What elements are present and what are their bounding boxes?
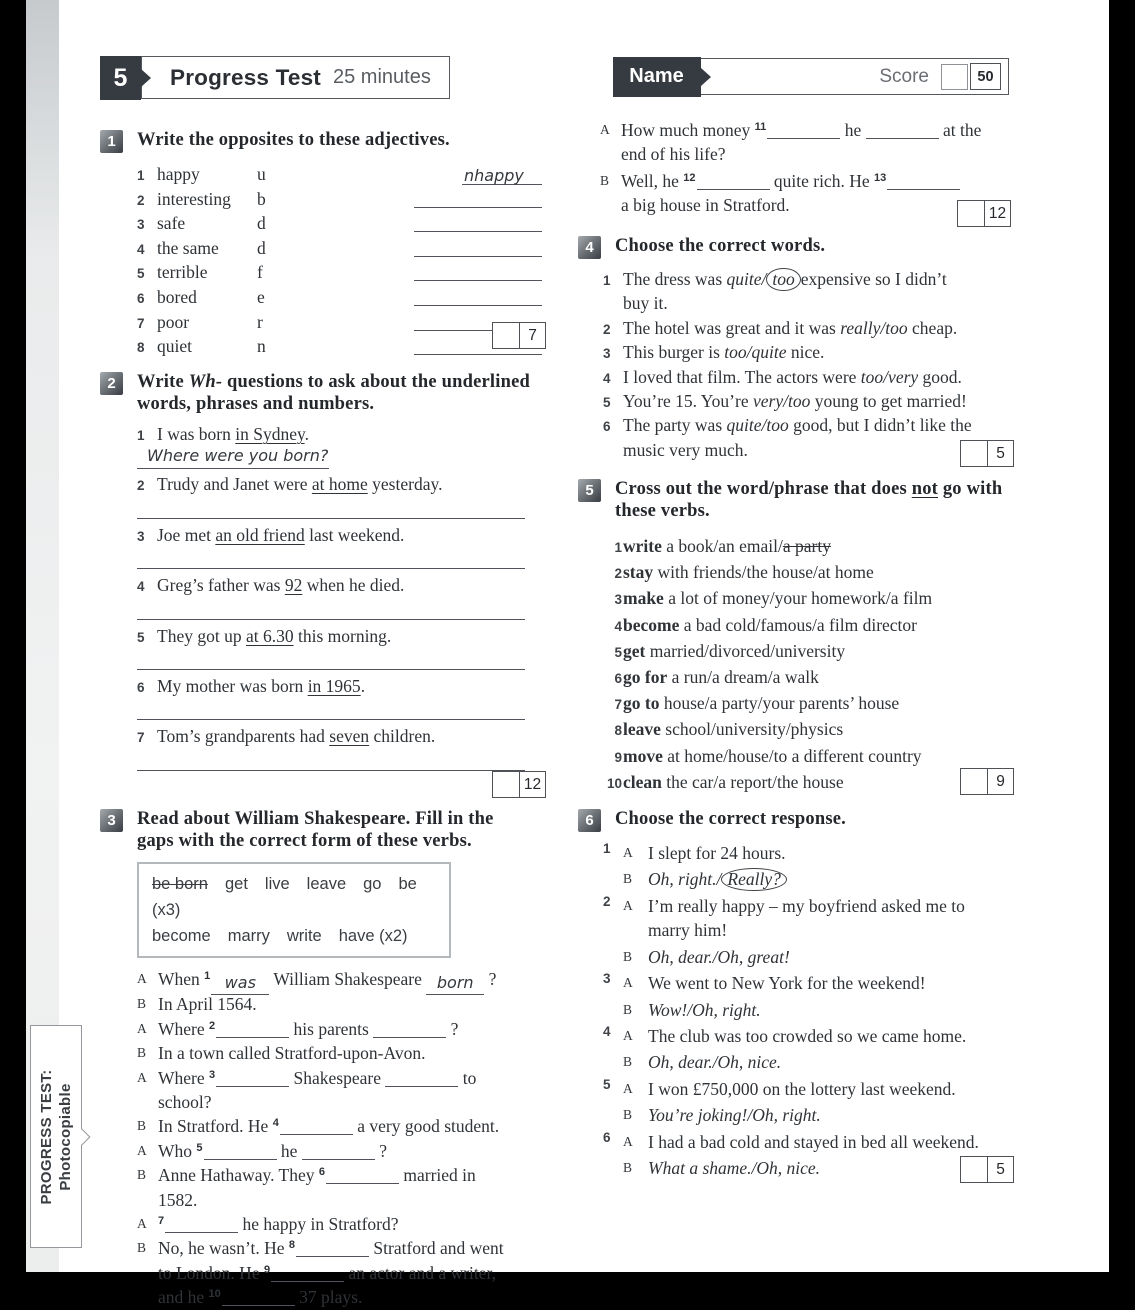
score-max-cell: 50 (970, 63, 1001, 90)
answer-line (137, 555, 525, 569)
gap-line (204, 1144, 277, 1160)
dialogue-line: A When $^1$ was William Shakespeare born ? (137, 967, 548, 992)
exercise-number-badge: 6 (578, 809, 601, 832)
list-item: 1 I was born in Sydney. (137, 424, 309, 444)
list-item: 1 The dress was quite/ too expensive so I didn’t buy it. (603, 269, 947, 314)
list-item: 6 go for a run/a dream/a walk (614, 667, 819, 688)
score-max: 12 (988, 204, 1007, 222)
exercise-5-items (603, 534, 1012, 794)
chevron-right-icon (74, 1128, 91, 1145)
side-tab (30, 1025, 82, 1248)
list-item: 6 My mother was born in 1965. (137, 676, 366, 697)
dialogue-line: 3 A We went to New York for the weekend! (603, 971, 926, 994)
answer-line (462, 168, 542, 185)
list-item: 10 clean the car/a report/the house (606, 771, 844, 792)
dialogue-line: 5 A I won £750,000 on the lottery last weekend. (603, 1076, 956, 1099)
exercise-title: Choose the correct response. (615, 809, 846, 829)
list-item: 3 safe d (137, 211, 542, 236)
answer-line (414, 215, 542, 232)
exercise-number-badge: 5 (578, 479, 601, 502)
dialogue-line: A Where $^2$ his parents ? (137, 1018, 459, 1039)
exercise-1 (100, 129, 542, 359)
dialogue-line: B Wow!/Oh, right. (623, 999, 761, 1020)
exercise-number-badge: 1 (100, 130, 123, 153)
gap-line (216, 1071, 289, 1087)
gap-line (302, 1144, 375, 1160)
gap-line (767, 123, 840, 139)
dialogue-line: 4 A The club was too crowded so we came home. (603, 1023, 967, 1046)
arrow-right-icon (141, 69, 151, 87)
score-write-cell (958, 201, 985, 226)
gap-line (280, 1119, 353, 1135)
handwritten-answer: nhappy (464, 166, 524, 185)
gap-line (385, 1071, 458, 1087)
gap-line (165, 1217, 238, 1233)
exercise-number-badge: 3 (100, 809, 123, 832)
score-box (492, 322, 546, 349)
list-item: 5 You’re 15. You’re very/too young to get married! (603, 391, 967, 412)
score-label: Score (879, 65, 929, 87)
dialogue-line: B You’re joking!/Oh, right. (623, 1105, 821, 1126)
dialogue-line: B Oh, dear./Oh, nice. (623, 1052, 782, 1073)
list-item: 4 Greg’s father was 92 when he died. (137, 575, 405, 596)
dialogue-line: 2 A I’m really happy – my boyfriend asked me to marry him! (603, 893, 965, 941)
exercise-title: Write Wh- questions to ask about the underlined words, phrases and numbers. (137, 372, 531, 414)
gap-line: was (211, 970, 269, 995)
exercise-1-items (137, 162, 542, 359)
list-item: 6 bored e (137, 285, 542, 310)
list-item: 3 make a lot of money/your homework/a film (614, 588, 933, 609)
handwritten-answer: Where were you born? (147, 446, 329, 466)
test-header (100, 56, 450, 100)
list-item: 8 quiet n (137, 334, 542, 359)
exercise-4 (578, 235, 1012, 462)
exercise-3 (100, 808, 548, 1310)
score-box (492, 771, 546, 798)
list-item: 3 This burger is too/quite nice. (603, 342, 825, 363)
list-item: 2 The hotel was great and it was really/too cheap. (603, 317, 958, 338)
score-max: 5 (996, 1160, 1005, 1178)
score-write-cell (961, 769, 988, 794)
dialogue-line: B What a shame./Oh, nice. (623, 1157, 821, 1178)
list-item: 2 Trudy and Janet were at home yesterday. (137, 474, 443, 495)
answer-line (137, 757, 525, 771)
total-score-box (941, 63, 1001, 90)
gap-line (697, 174, 770, 190)
gap-line (887, 174, 960, 190)
test-header-box (141, 56, 450, 99)
exercise-6 (578, 808, 1012, 1182)
answer-line (414, 264, 542, 281)
right-black-strip (1109, 0, 1135, 1280)
answer-line (137, 606, 525, 620)
dialogue-line: B Oh, dear./Oh, great! (623, 946, 790, 967)
score-max: 12 (523, 775, 542, 793)
name-label: Name (613, 57, 701, 97)
gap-line: born (426, 970, 484, 995)
list-item: 8 leave school/university/physics (614, 719, 844, 740)
score-box (960, 1156, 1014, 1183)
exercise-title: Read about William Shakespeare. Fill in the gaps with the correct form of these verbs. (137, 809, 494, 851)
answer-line (137, 446, 329, 469)
dialogue-line: A Who $^5$ he ? (137, 1140, 387, 1161)
name-score-bar (613, 58, 1009, 95)
answer-line (414, 191, 542, 208)
exercise-4-items (603, 267, 1012, 462)
score-box (960, 440, 1014, 467)
dialogue-line: B Oh, right./ Really? (603, 867, 1012, 892)
list-item: 7 go to house/a party/your parents’ house (614, 693, 900, 714)
list-item: 1 write a book/an email/a party (614, 536, 831, 556)
verb-bank-box: be born get live leave go be (x3) become marry write have (x2) (137, 862, 451, 958)
gap-line (216, 1022, 289, 1038)
dialogue-line: A Where $^3$ Shakespeare to school? (137, 1067, 477, 1113)
score-write-cell (961, 1157, 988, 1182)
exercise-5 (578, 478, 1012, 796)
dialogue-line: 6 A I had a bad cold and stayed in bed all weekend. (603, 1129, 979, 1152)
dialogue-line: A How much money $^{11}$ he at the end of his life? (600, 120, 982, 165)
answer-line (414, 289, 542, 306)
dialogue-line: A $^7$ he happy in Stratford? (137, 1214, 399, 1235)
dialogue-line: B In April 1564. (137, 994, 257, 1015)
score-max: 7 (528, 326, 537, 344)
list-item: 5 get married/divorced/university (614, 640, 846, 661)
list-item: 7 Tom’s grandparents had seven children. (137, 726, 436, 747)
exercise-title: Choose the correct words. (615, 236, 826, 256)
list-item: 1 happy u nhappy (137, 162, 542, 187)
gap-line (326, 1168, 399, 1184)
answer-line (137, 505, 525, 519)
exercise-number-badge: 2 (100, 372, 123, 395)
list-item: 5 They got up at 6.30 this morning. (137, 625, 392, 646)
exercise-3-continued (600, 118, 1012, 222)
score-box (957, 200, 1011, 227)
exercise-title: Cross out the word/phrase that does not go with these verbs. (615, 479, 1003, 521)
list-item: 9 move at home/house/to a different country (614, 745, 922, 766)
answer-line (414, 240, 542, 257)
list-item: 6 The party was quite/too good, but I didn’t like the music very much. (603, 415, 972, 460)
score-max: 5 (996, 444, 1005, 462)
test-duration: 25 minutes (333, 66, 431, 88)
score-write-cell (961, 441, 988, 466)
list-item: 4 I loved that film. The actors were too/very good. (603, 366, 962, 387)
gap-line (222, 1290, 295, 1306)
dialogue-line: B No, he wasn’t. He $^8$ Stratford and went to London. He $^9$ an actor and a writer, and he $^{10}$ 37 plays. (137, 1238, 504, 1308)
list-item: 4 become a bad cold/famous/a film director (614, 614, 918, 635)
gap-line (296, 1241, 369, 1257)
dialogue (137, 967, 548, 1310)
list-item: 5 terrible f (137, 260, 542, 285)
answer-line (137, 706, 525, 720)
gap-line (373, 1022, 446, 1038)
gap-line (271, 1266, 344, 1282)
list-item: 7 poor r (137, 310, 542, 335)
answer-line (137, 656, 525, 670)
exercise-number-badge: 4 (578, 236, 601, 259)
exercise-6-items (603, 841, 1012, 1180)
dialogue-line: B Anne Hathaway. They $^6$ married in 1582. (137, 1165, 476, 1210)
score-write-cell (941, 64, 968, 90)
score-write-cell (493, 772, 520, 797)
score-box (960, 768, 1014, 795)
exercise-2 (100, 371, 548, 793)
arrow-right-icon (701, 68, 711, 86)
test-title: Progress Test (170, 64, 321, 90)
list-item: 2 stay with friends/the house/at home (614, 562, 874, 583)
score-max: 9 (996, 772, 1005, 790)
score-write-cell (493, 323, 520, 348)
side-tab-label: PROGRESS TEST: Photocopiable (38, 1068, 74, 1205)
left-black-strip (0, 0, 26, 1280)
list-item: 2 interesting b (137, 187, 542, 212)
dialogue-line: B In Stratford. He $^4$ a very good student. (137, 1116, 500, 1137)
exercise-title: Write the opposites to these adjectives. (137, 130, 450, 150)
list-item: 3 Joe met an old friend last weekend. (137, 524, 405, 545)
list-item: 4 the same d (137, 236, 542, 261)
gap-line (866, 123, 939, 139)
dialogue-line: B Well, he $^{12}$ quite rich. He $^{13}$ a big house in Stratford. (600, 169, 1012, 218)
unit-number-badge: 5 (100, 56, 141, 100)
dialogue-line: B In a town called Stratford-upon-Avon. (137, 1043, 426, 1064)
dialogue-line: 1 A I slept for 24 hours. (603, 841, 786, 863)
